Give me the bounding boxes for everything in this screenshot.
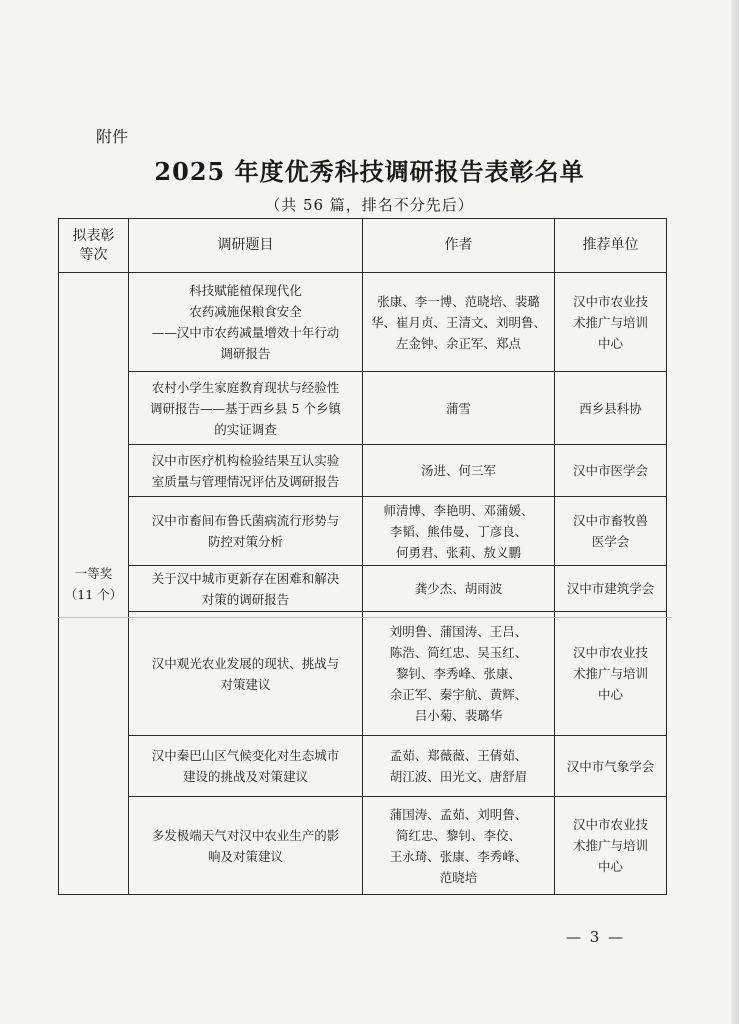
unit-line: 西乡县科协 [579, 400, 642, 416]
table-row [59, 497, 667, 566]
topic-line: 科技赋能植保现代化 [189, 283, 302, 298]
cell-authors [363, 273, 555, 372]
cell-authors [363, 736, 555, 797]
topic-line: 汉中观光农业发展的现状、挑战与 [151, 655, 340, 671]
authors-line: 李韬、熊伟曼、丁彦良、 [389, 523, 528, 539]
topic-line: 对策建议 [220, 676, 271, 692]
unit-line: 汉中市医学会 [572, 463, 648, 478]
table-row [59, 273, 667, 372]
cell-topic [129, 372, 363, 445]
unit-line: 术推广与培训 [572, 666, 648, 681]
unit-line: 中心 [597, 859, 623, 874]
authors-line: 简红忠、黎钊、李佼、 [395, 827, 521, 843]
unit-line: 术推广与培训 [572, 838, 648, 853]
authors-line: 陈浩、简红忠、吴玉红、 [389, 645, 528, 660]
header-rank [59, 219, 129, 273]
unit-line: 汉中市农业技 [572, 293, 648, 309]
unit-line: 中心 [597, 335, 623, 351]
page-number: — 3 — [566, 928, 626, 946]
topic-line: 调研报告 [220, 346, 271, 361]
authors-line: 孟茹、郑薇薇、王倩茹、 [389, 748, 528, 763]
topic-line: 室质量与管理情况评估及调研报告 [151, 473, 340, 489]
cell-unit [555, 445, 667, 497]
cell-authors [363, 372, 555, 445]
cell-unit [555, 566, 667, 612]
award-rank-count: （11 个） [64, 586, 123, 602]
authors-line: 华、崔月贞、王清文、刘明鲁、 [370, 314, 546, 330]
header-rank-line: 拟表彰 [72, 227, 115, 244]
highlight-marker-line [58, 617, 672, 618]
topic-line: 关于汉中城市更新存在困难和解决 [151, 570, 340, 586]
authors-line: 余正军、秦宇航、黄辉、 [389, 687, 528, 702]
authors-line: 龚少杰、胡雨波 [414, 581, 503, 596]
topic-line: 农村小学生家庭教育现状与经验性 [151, 379, 340, 395]
topic-line: 汉中市畜间布鲁氏菌病流行形势与 [151, 513, 340, 528]
topic-line: 对策的调研报告 [201, 591, 290, 607]
cell-topic [129, 497, 363, 566]
table-row [59, 736, 667, 797]
table-row [59, 797, 667, 895]
header-rank-line: 等次 [79, 246, 108, 263]
topic-line: 汉中市医疗机构检验结果互认实验 [151, 452, 340, 468]
table-row [59, 445, 667, 497]
authors-line: 范晓培 [439, 869, 478, 885]
table-row [59, 612, 667, 736]
unit-line: 汉中市农业技 [572, 817, 648, 832]
cell-unit [555, 273, 667, 372]
topic-line: 防控对策分析 [207, 534, 283, 549]
cell-topic [129, 736, 363, 797]
authors-line: 张康、李一博、范晓培、裴璐 [377, 293, 540, 309]
unit-line: 汉中市农业技 [572, 645, 648, 660]
award-rank-cell [59, 273, 129, 895]
cell-topic [129, 797, 363, 895]
unit-line: 中心 [597, 687, 623, 702]
authors-line: 蒲国涛、孟茹、刘明鲁、 [389, 806, 528, 822]
authors-line: 汤进、何三军 [420, 463, 496, 478]
award-table [58, 218, 667, 895]
cell-unit [555, 797, 667, 895]
cell-unit [555, 736, 667, 797]
header-unit: 推荐单位 [555, 219, 667, 273]
topic-line: 的实证调查 [214, 421, 277, 437]
header-authors: 作者 [363, 219, 555, 273]
unit-line: 术推广与培训 [572, 314, 648, 330]
document-subtitle: （共 56 篇，排名不分先后） [265, 196, 474, 214]
table-row [59, 372, 667, 445]
cell-topic [129, 612, 363, 736]
header-topic: 调研题目 [129, 219, 363, 273]
cell-unit [555, 497, 667, 566]
cell-authors [363, 445, 555, 497]
authors-line: 蒲雪 [445, 400, 471, 416]
cell-topic [129, 273, 363, 372]
authors-line: 左金钟、余正军、郑点 [395, 335, 521, 351]
unit-line: 汉中市气象学会 [566, 758, 655, 774]
cell-unit [555, 612, 667, 736]
topic-line: 响及对策建议 [207, 848, 283, 864]
unit-line: 医学会 [591, 534, 630, 549]
authors-line: 王永琦、张康、李秀峰、 [389, 848, 528, 864]
authors-line: 师清博、李艳明、邓蒲媛、 [383, 502, 534, 518]
unit-line: 汉中市建筑学会 [566, 581, 655, 596]
cell-authors [363, 612, 555, 736]
authors-line: 何勇君、张莉、敖义鹏 [395, 544, 521, 560]
authors-line: 黎钊、李秀峰、张康、 [395, 666, 521, 681]
topic-line: 农药减施保粮食安全 [189, 304, 302, 319]
document-title: 2025 年度优秀科技调研报告表彰名单 [154, 157, 585, 186]
award-rank-label: 一等奖 [74, 565, 113, 581]
topic-line: 多发极端天气对汉中农业生产的影 [151, 827, 340, 843]
topic-line: 汉中秦巴山区气候变化对生态城市 [151, 748, 340, 763]
authors-line: 胡江波、田光文、唐舒眉 [389, 769, 528, 784]
cell-authors [363, 497, 555, 566]
cell-topic [129, 445, 363, 497]
cell-unit [555, 372, 667, 445]
cell-authors [363, 566, 555, 612]
authors-line: 刘明鲁、蒲国涛、王吕、 [389, 624, 528, 639]
unit-line: 汉中市畜牧兽 [572, 513, 648, 528]
table-row [59, 566, 667, 612]
topic-line: 调研报告——基于西乡县 5 个乡镇 [150, 400, 341, 416]
authors-line: 吕小菊、裴璐华 [414, 708, 503, 723]
table-header-row [59, 219, 667, 273]
cell-authors [363, 797, 555, 895]
topic-line: 建设的挑战及对策建议 [182, 769, 308, 784]
topic-line: ——汉中市农药减量增效十年行动 [151, 325, 340, 340]
attachment-label: 附件 [96, 127, 129, 146]
cell-topic [129, 566, 363, 612]
